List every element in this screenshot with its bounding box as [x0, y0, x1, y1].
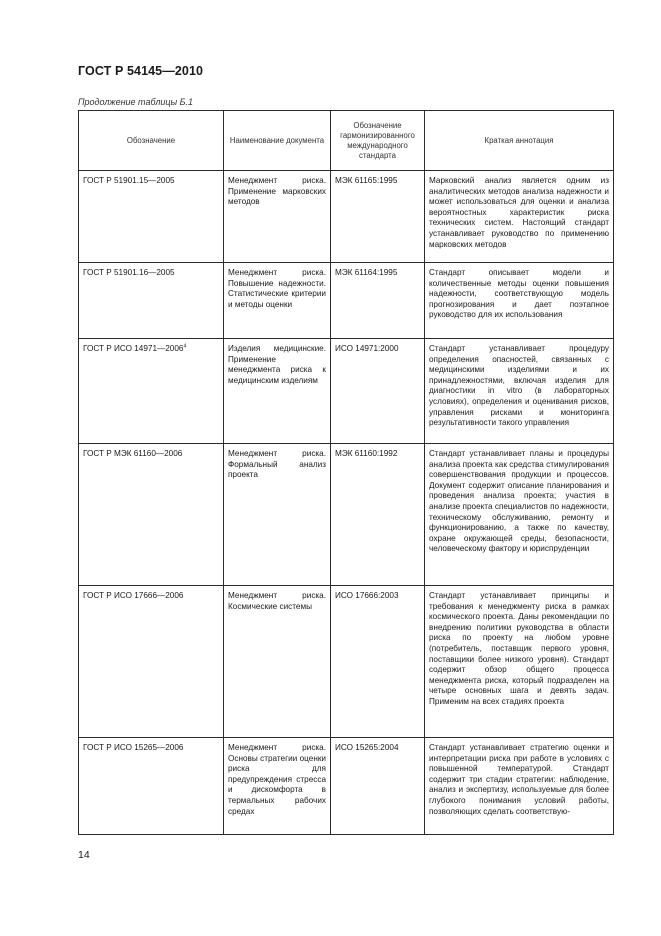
cell-intl: ИСО 14971:2000: [331, 339, 425, 444]
standard-code: ГОСТ Р 51901.16—2005: [83, 268, 175, 277]
footnote-marker: 4: [183, 343, 187, 350]
table-header-row: [79, 111, 614, 171]
cell-annotation: Стандарт устанавливает процедуру определения опасностей, связанных с медицинскими изделиями и их принадлежностями, включая изделия для диагностики in vitro (в лабораторных условиях), определения и оценивания рисков, управления рисками и мониторинга результативности такого управления: [425, 339, 614, 444]
cell-code: [79, 586, 224, 738]
cell-code: [79, 444, 224, 586]
cell-code: [79, 171, 224, 263]
cell-annotation: Марковский анализ является одним из аналитических методов анализа надежности и может использоваться для оценки и анализа вероятностных характеристик риска технических систем. Настоящий стандарт устанавливает руководство по применению марковских методов: [425, 171, 614, 263]
cell-name: Менеджмент риска. Основы стратегии оценки риска для предупреждения стресса и дискомфорта в термальных рабочих средах: [224, 738, 331, 835]
table-row: [79, 444, 614, 586]
table-row: [79, 339, 614, 444]
table-caption: Продолжение таблицы Б.1: [78, 97, 194, 107]
standard-code: ГОСТ Р ИСО 15265—2006: [83, 743, 184, 752]
table-row: [79, 738, 614, 835]
document-header: ГОСТ Р 54145—2010: [78, 64, 204, 78]
cell-annotation: Стандарт устанавливает планы и процедуры анализа проекта как средства стимулирования совершенствования продукции и процессов. Документ содержит описание планирования и проведения анализа проекта; участия в анализе проекта специалистов по надежности, техническому обслуживанию, ремонту и функционированию, а также по качеству, охране окружающей среды, безопасности, человеческому фактору и юриспруденции: [425, 444, 614, 586]
cell-intl: МЭК 61164:1995: [331, 263, 425, 339]
cell-intl: МЭК 61160:1992: [331, 444, 425, 586]
column-header-code: Обозначение: [79, 111, 224, 171]
cell-name: Менеджмент риска. Формальный анализ проекта: [224, 444, 331, 586]
cell-intl: МЭК 61165:1995: [331, 171, 425, 263]
standards-table: [78, 110, 614, 835]
standard-code: ГОСТ Р ИСО 17666—2006: [83, 591, 184, 600]
standard-code: ГОСТ Р МЭК 61160—2006: [83, 449, 183, 458]
cell-name: Менеджмент риска. Применение марковских методов: [224, 171, 331, 263]
cell-name: Менеджмент риска. Повышение надежности. Статистические критерии и методы оценки: [224, 263, 331, 339]
column-header-intl-standard: Обозначение гармонизированного международного стандарта: [331, 111, 425, 171]
cell-code: [79, 738, 224, 835]
cell-name: Изделия медицинские. Применение менеджмента риска к медицинским изделиям: [224, 339, 331, 444]
table-row: [79, 586, 614, 738]
cell-name: Менеджмент риска. Космические системы: [224, 586, 331, 738]
standard-code: ГОСТ Р 51901.15—2005: [83, 176, 175, 185]
table-row: [79, 171, 614, 263]
cell-intl: ИСО 17666:2003: [331, 586, 425, 738]
standard-code: ГОСТ Р ИСО 14971—2006: [83, 344, 184, 353]
cell-annotation: Стандарт устанавливает принципы и требования к менеджменту риска в рамках космического проекта. Даны рекомендации по внедрению политики руководства в области риска по проекту на любом уровне (потребитель, поставщик первого уровня, поставщики более низкого уровня). Стандарт содержит обзор общего процесса менеджмента риска, который подразделен на четыре основных шага и девять задач. Применим на всех стадиях проекта: [425, 586, 614, 738]
cell-annotation: Стандарт описывает модели и количественные методы оценки повышения надежности, соответствующую модель прогнозирования и дает поэтапное руководство для их использования: [425, 263, 614, 339]
column-header-name: Наименование документа: [224, 111, 331, 171]
column-header-annotation: Краткая аннотация: [425, 111, 614, 171]
table-row: [79, 263, 614, 339]
page-number: 14: [78, 849, 90, 861]
cell-intl: ИСО 15265:2004: [331, 738, 425, 835]
cell-annotation: Стандарт устанавливает стратегию оценки и интерпретации риска при работе в условиях с повышенной температурой. Стандарт содержит три стадии стратегии: наблюдение, анализ и экспертизу, используемые для более глубокого понимания условий работы, позволяющих сделать соответствую-: [425, 738, 614, 835]
cell-code: [79, 263, 224, 339]
cell-code: [79, 339, 224, 444]
